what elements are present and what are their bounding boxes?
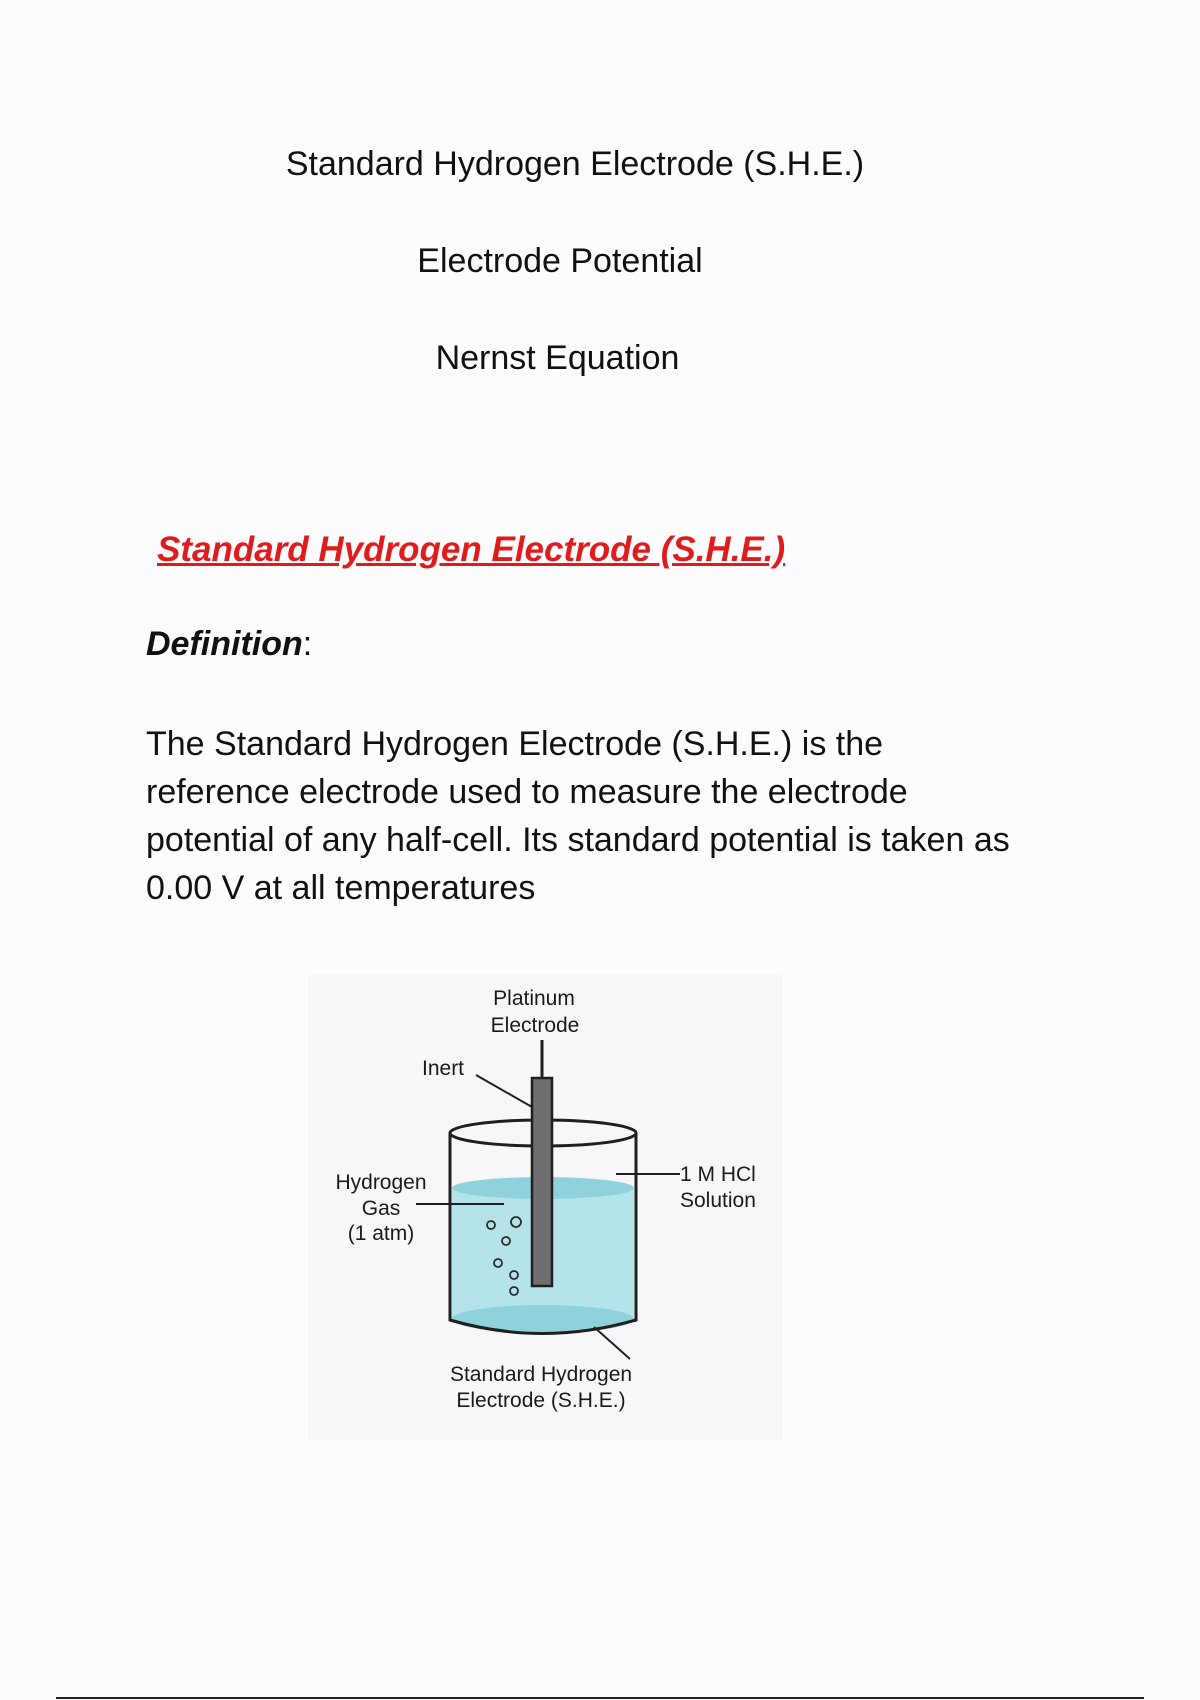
inert-leader (476, 1075, 532, 1107)
doc-subtitle-electrode-potential: Electrode Potential (417, 242, 703, 280)
solution-bottom (452, 1305, 634, 1333)
definition-colon: : (302, 625, 313, 663)
doc-title: Standard Hydrogen Electrode (S.H.E.) (285, 145, 865, 183)
she-diagram-svg (308, 975, 783, 1440)
caption-leader (594, 1327, 630, 1359)
doc-subtitle-nernst-equation: Nernst Equation (435, 339, 680, 377)
hcl-label-2: Solution (680, 1189, 756, 1212)
definition-label (146, 625, 312, 664)
definition-line: The Standard Hydrogen Electrode (S.H.E.) is the (146, 725, 884, 763)
hydrogen-label-2: Gas (361, 1197, 401, 1220)
caption-line-1: Standard Hydrogen (449, 1363, 633, 1386)
section-title: Standard Hydrogen Electrode (S.H.E.) (157, 530, 786, 569)
she-diagram (308, 975, 783, 1440)
definition-line: potential of any half-cell. Its standard potential is taken as (146, 821, 1010, 859)
platinum-label-2: Electrode (490, 1014, 580, 1037)
definition-text (146, 720, 1086, 912)
hydrogen-label-3: (1 atm) (347, 1222, 415, 1245)
hydrogen-label-1: Hydrogen (335, 1171, 427, 1194)
definition-label-text: Definition (146, 625, 303, 663)
page-bottom-rule (56, 1697, 1144, 1699)
inert-label: Inert (422, 1057, 465, 1080)
definition-line: reference electrode used to measure the electrode (146, 773, 908, 811)
caption-line-2: Electrode (S.H.E.) (456, 1389, 626, 1412)
definition-line: 0.00 V at all temperatures (146, 869, 536, 907)
hcl-label-1: 1 M HCl (680, 1163, 756, 1186)
platinum-electrode (532, 1078, 552, 1286)
platinum-label-1: Platinum (493, 987, 575, 1010)
